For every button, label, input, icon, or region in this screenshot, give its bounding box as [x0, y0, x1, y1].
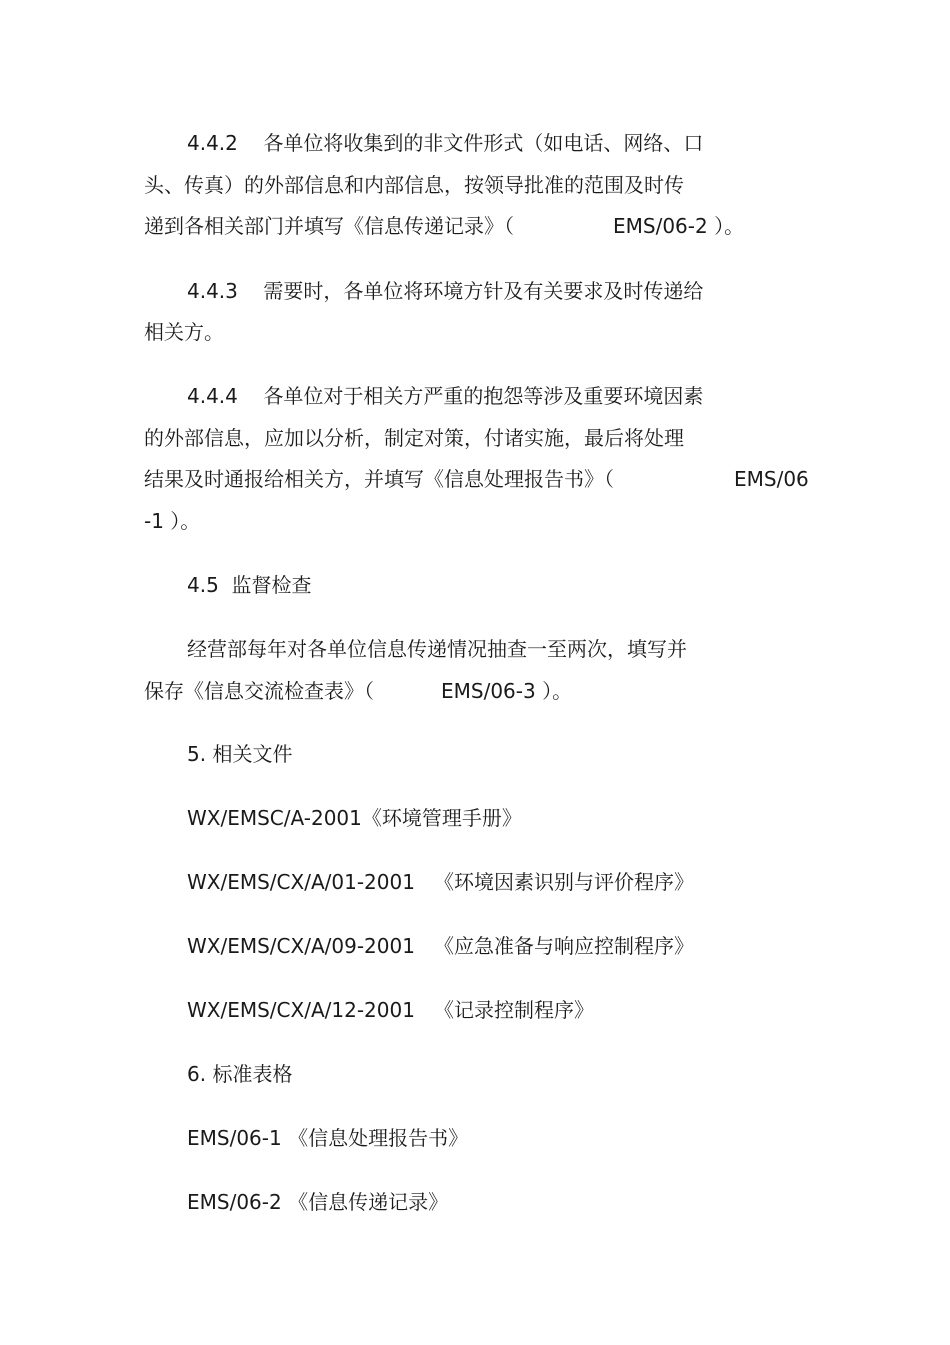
para-4-4-4-line1: 4.4.4 各单位对于相关方严重的抱怨等涉及重要环境因素 — [187, 384, 704, 408]
para-4-5-line1: 经营部每年对各单位信息传递情况抽查一至两次，填写并 — [187, 637, 687, 661]
para-4-5-line2-left: 保存《信息交流检查表》（ — [144, 679, 374, 703]
related-doc-item: WX/EMS/CX/A/09-2001 《应急准备与响应控制程序》 — [187, 934, 695, 958]
section-6-heading: 6. 标准表格 — [187, 1062, 293, 1086]
section-4-5-heading: 4.5 监督检查 — [187, 573, 312, 597]
para-4-4-4-line3-right: EMS/06 — [734, 467, 809, 491]
para-4-4-2-line1: 4.4.2 各单位将收集到的非文件形式（如电话、网络、口 — [187, 131, 704, 155]
para-4-4-2-line2: 头、传真）的外部信息和内部信息，按领导批准的范围及时传 — [144, 173, 684, 197]
related-doc-item: WX/EMS/CX/A/01-2001 《环境因素识别与评价程序》 — [187, 870, 695, 894]
para-4-4-4-line3-left: 结果及时通报给相关方，并填写《信息处理报告书》（ — [144, 467, 614, 491]
para-4-4-4-line2: 的外部信息，应加以分析，制定对策，付诸实施，最后将处理 — [144, 426, 684, 450]
para-4-4-3-line1: 4.4.3 需要时，各单位将环境方针及有关要求及时传递给 — [187, 279, 704, 303]
para-4-4-4-line4: -1 ）。 — [144, 509, 201, 533]
para-4-5-line2-right: EMS/06-3 ）。 — [441, 679, 573, 703]
standard-form-item: EMS/06-1 《信息处理报告书》 — [187, 1126, 469, 1150]
standard-form-item: EMS/06-2 《信息传递记录》 — [187, 1190, 449, 1214]
para-4-4-2-line3-left: 递到各相关部门并填写《信息传递记录》（ — [144, 214, 514, 238]
para-4-4-3-line2: 相关方。 — [144, 320, 224, 344]
para-4-4-2-line3-right: EMS/06-2 ）。 — [613, 214, 745, 238]
related-doc-item: WX/EMSC/A-2001《环境管理手册》 — [187, 806, 522, 830]
related-doc-item: WX/EMS/CX/A/12-2001 《记录控制程序》 — [187, 998, 595, 1022]
section-5-heading: 5. 相关文件 — [187, 742, 293, 766]
